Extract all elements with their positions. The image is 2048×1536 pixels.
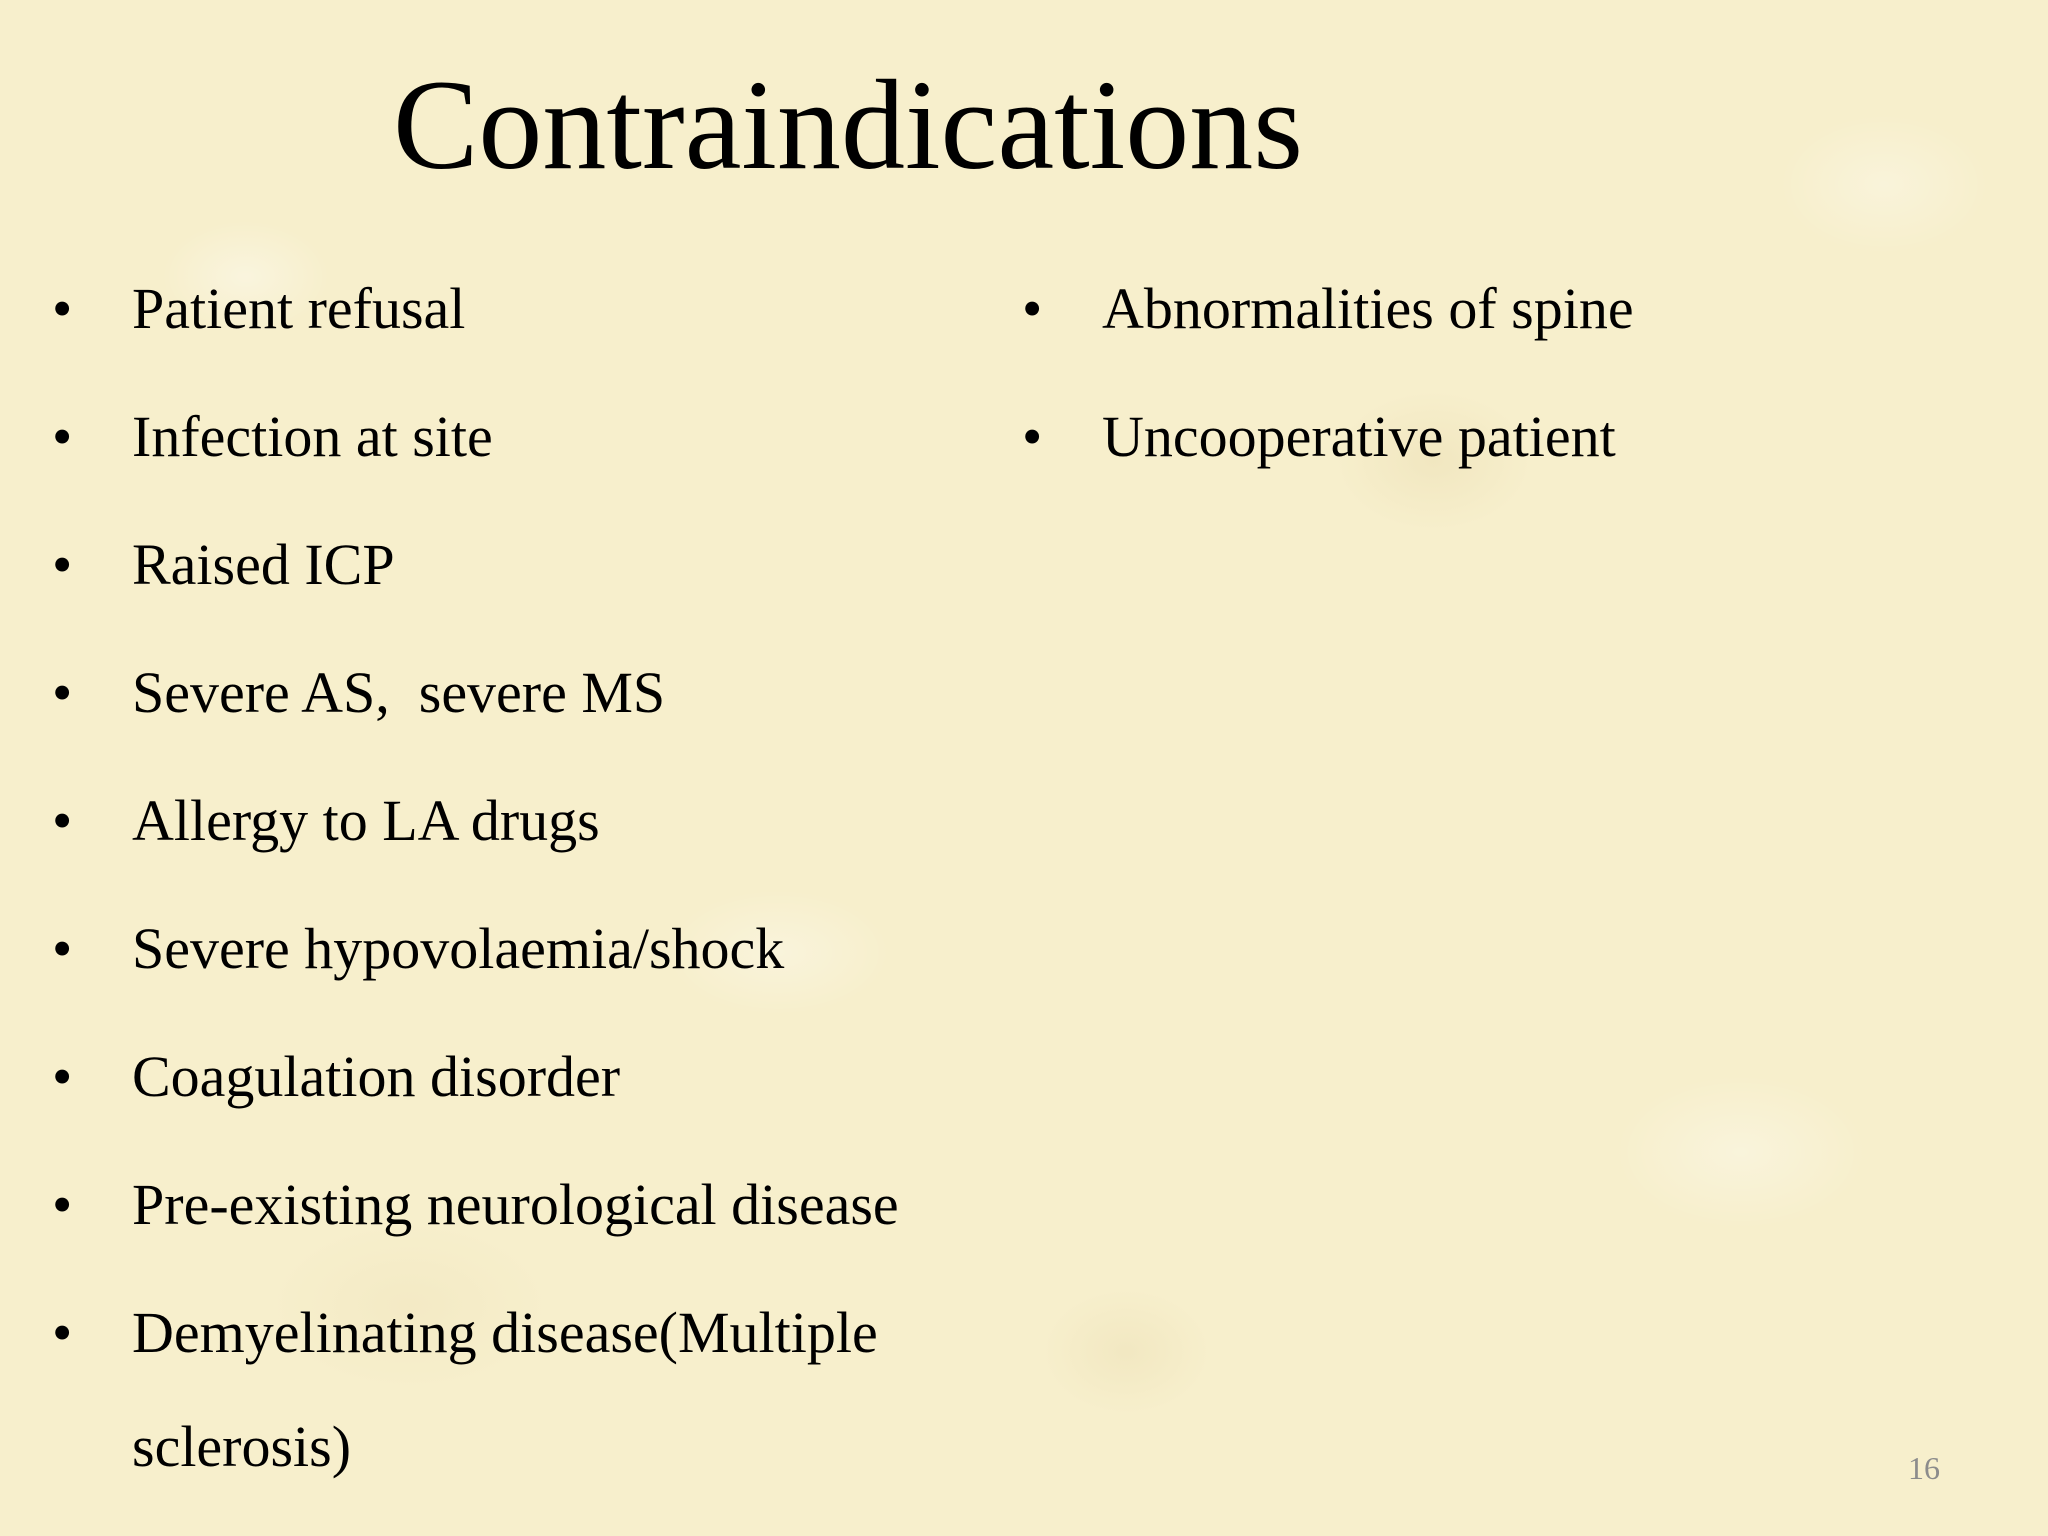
list-item-text: Infection at site: [132, 404, 493, 469]
slide-title: Contraindications: [393, 54, 1304, 196]
list-item-text: Demyelinating disease(Multiple sclerosis): [132, 1300, 878, 1479]
page-number: 16: [1908, 1450, 1940, 1486]
list-item-text: Patient refusal: [132, 276, 466, 341]
list-item: [1022, 380, 1962, 494]
list-item-text: Severe AS, severe MS: [132, 660, 666, 725]
bullet-icon: •: [1022, 276, 1043, 341]
list-item: [52, 636, 992, 750]
bullet-icon: •: [52, 404, 73, 469]
bullet-icon: •: [52, 276, 73, 341]
bullet-icon: •: [52, 1300, 73, 1365]
list-item: [52, 252, 992, 366]
list-item-text: Uncooperative patient: [1102, 404, 1616, 469]
list-item: [52, 764, 992, 878]
bullet-icon: •: [52, 1172, 73, 1237]
bullet-icon: •: [52, 788, 73, 853]
list-item-text: Raised ICP: [132, 532, 395, 597]
list-item-text: Abnormalities of spine: [1102, 276, 1634, 341]
bullet-icon: •: [52, 660, 73, 725]
list-item: [52, 1020, 992, 1134]
list-item: [52, 1276, 992, 1504]
bullet-icon: •: [1022, 404, 1043, 469]
list-item: [1022, 252, 1962, 366]
list-item: [52, 380, 992, 494]
list-item: [52, 892, 992, 1006]
bullet-icon: •: [52, 532, 73, 597]
list-item: [52, 1148, 992, 1262]
right-bullet-list: [1022, 252, 1962, 508]
bullet-icon: •: [52, 916, 73, 981]
list-item-text: Allergy to LA drugs: [132, 788, 600, 853]
list-item: [52, 508, 992, 622]
bullet-icon: •: [52, 1044, 73, 1109]
left-bullet-list: [52, 252, 992, 1518]
list-item-text: Coagulation disorder: [132, 1044, 621, 1109]
list-item-text: Pre-existing neurological disease: [132, 1172, 899, 1237]
list-item-text: Severe hypovolaemia/shock: [132, 916, 785, 981]
